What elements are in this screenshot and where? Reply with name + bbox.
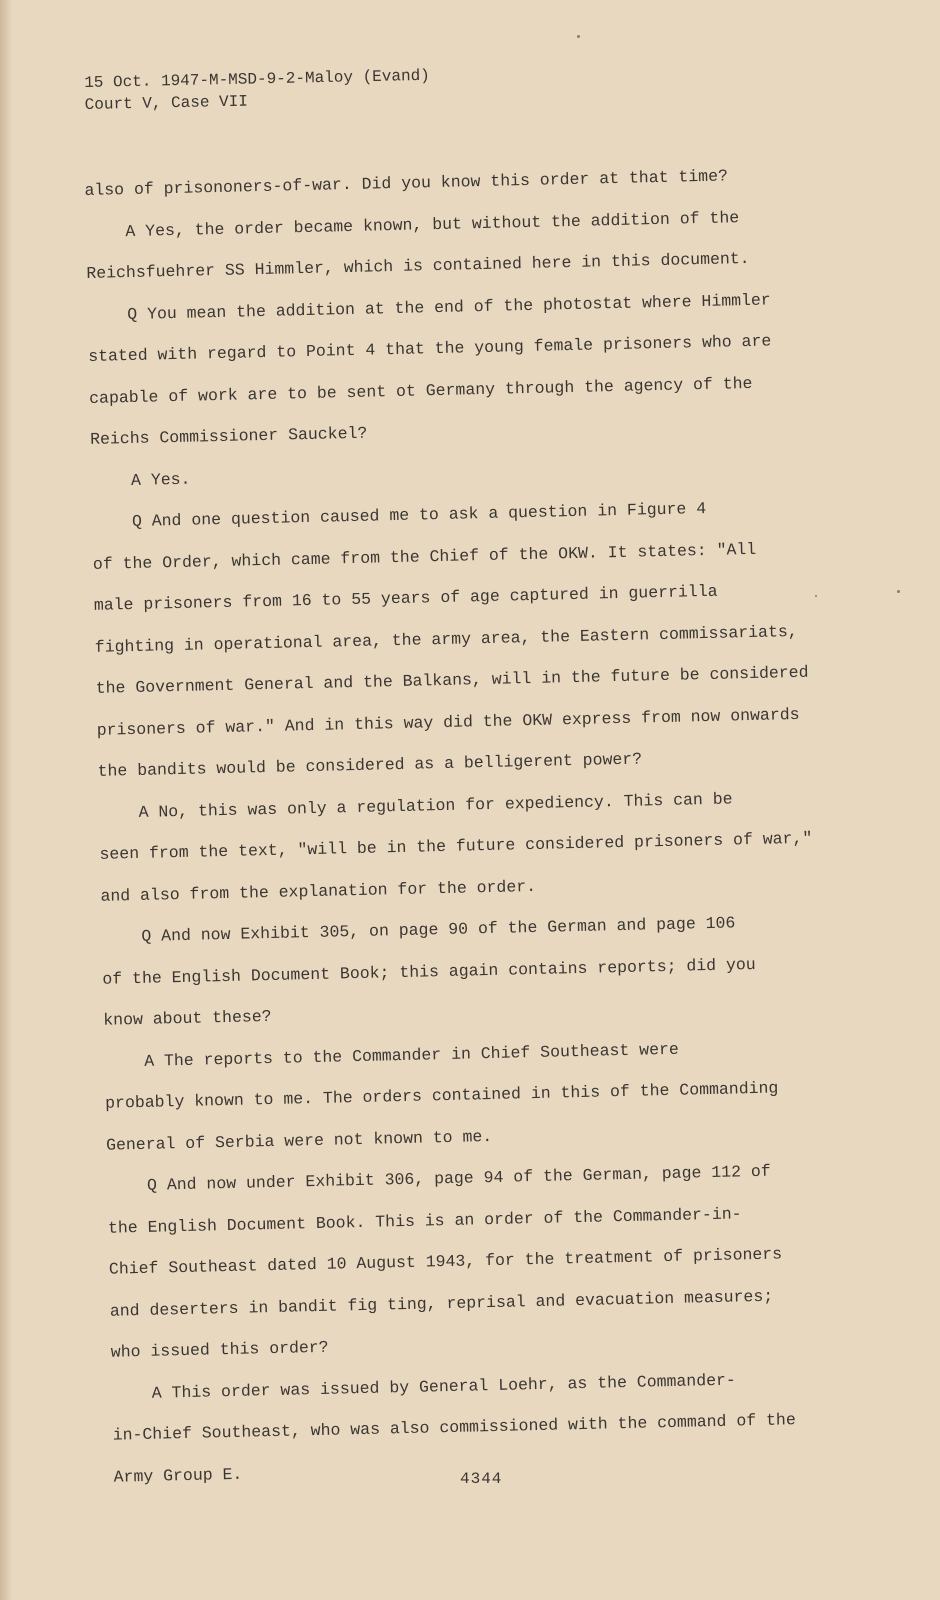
page-edge-shadow [0,0,12,1600]
transcript-line: the Government General and the Balkans, will in the future be considered [95,662,809,698]
paper-speck [577,35,580,38]
paper-speck [815,595,817,597]
transcript-line: Q You mean the addition at the end of the photostat where Himmler [127,289,771,324]
transcript-line: A No, this was only a regulation for expediency. This can be [138,788,733,822]
transcript-line: the bandits would be considered as a belligerent power? [97,749,643,781]
transcript-line: seen from the text, "will be in the future considered prisoners of war," [99,828,813,864]
header-date-line: 15 Oct. 1947-M-MSD-9-2-Maloy (Evand) [84,66,430,92]
transcript-line: stated with regard to Point 4 that the young female prisoners who are [88,331,772,366]
transcript-line: Q And now under Exhibit 306, page 94 of the German, page 112 of [146,1161,771,1195]
transcript-line: and also from the explanation for the order. [100,876,537,906]
document-header [84,65,431,116]
transcript-line: General of Serbia were not known to me. [105,1126,493,1155]
transcript-line: and deserters in bandit fig ting, reprisal and evacuation measures; [109,1286,774,1321]
transcript-line: of the English Document Book; this again contains reports; did you [102,954,756,989]
transcript-line: Q And one question caused me to ask a question in Figure 4 [131,498,707,531]
transcript-line: fighting in operational area, the army area, the Eastern commissariats, [94,621,798,657]
transcript-line: capable of work are to be sent ot Germany through the agency of the [88,373,753,408]
header-court-line: Court V, Case VII [84,92,249,114]
transcript-line: male prisoners from 16 to 55 years of age captured in guerrilla [93,581,718,615]
page-number: 4344 [460,1470,503,1488]
transcript-line: Reichsfuehrer SS Himmler, which is contained here in this document. [86,248,750,283]
transcript-line: A Yes. [130,469,191,490]
transcript-line: A This order was issued by General Loehr, as the Commander- [151,1370,737,1403]
transcript-line: Army Group E. [113,1464,243,1487]
transcript-line: of the Order, which came from the Chief of the OKW. It states: "All [92,539,757,574]
transcript-line: Chief Southeast dated 10 August 1943, for the treatment of prisoners [108,1244,783,1279]
transcript-line: the English Document Book. This is an order of the Commander-in- [107,1203,742,1238]
transcript-line: A Yes, the order became known, but without the addition of the [125,207,740,241]
transcript-body [84,152,894,1497]
paper-speck [897,590,900,593]
transcript-line: know about these? [103,1006,272,1030]
transcript-line: also of prisononers-of-war. Did you know this order at that time? [84,166,729,200]
transcript-line: Q And now Exhibit 305, on page 90 of the German and page 106 [141,913,736,946]
transcript-line: in-Chief Southeast, who was also commissioned with the command of the [112,1410,796,1445]
transcript-line: A The reports to the Commander in Chief Southeast were [144,1039,679,1071]
transcript-line: who issued this order? [110,1337,329,1362]
transcript-line: Reichs Commissioner Sauckel? [89,423,368,449]
transcript-line: probably known to me. The orders contained in this of the Commanding [104,1078,779,1113]
transcript-line: prisoners of war." And in this way did the OKW express from now onwards [96,704,800,740]
